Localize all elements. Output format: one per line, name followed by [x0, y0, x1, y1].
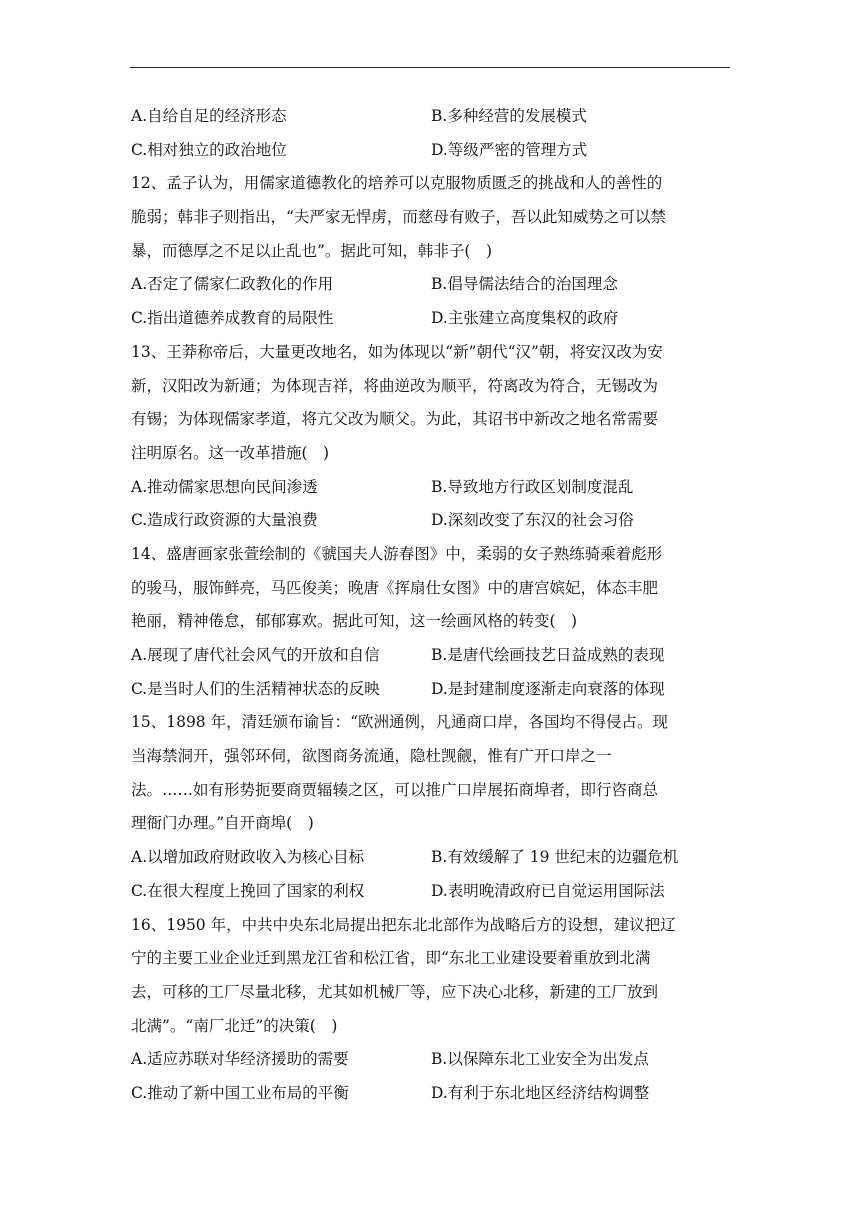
option-b: B.倡导儒法结合的治国理念 [431, 275, 618, 294]
question-stem-line: 15、1898 年，清廷颁布谕旨：“欧洲通例，凡通商口岸，各国均不得侵占。现 [131, 713, 669, 732]
option-row [131, 100, 731, 134]
option-c: C.在很大程度上挽回了国家的利权 [131, 881, 365, 900]
option-d: D.主张建立高度集权的政府 [431, 309, 619, 328]
question-stem-line: 有锡；为体现儒家孝道，将亢父改为顺父。为此，其诏书中新改之地名常需要 [131, 410, 659, 429]
option-row [131, 639, 731, 673]
option-row [131, 134, 731, 168]
option-row [131, 504, 731, 538]
question-stem-line: 暴，而德厚之不足以止乱也”。据此可知，韩非子( ) [131, 241, 493, 260]
option-row [131, 1043, 731, 1077]
option-b: B.是唐代绘画技艺日益成熟的表现 [431, 646, 665, 664]
question-stem-line: 的骏马，服饰鲜亮，马匹俊美；晚唐《挥扇仕女图》中的唐宫嫔妃，体态丰肥 [131, 578, 659, 597]
question-15 [131, 706, 731, 908]
question-11-options [131, 100, 731, 167]
question-stem-line: 13、王莽称帝后，大量更改地名，如为体现以“新”朝代“汉”朝，将安汉改为安 [131, 342, 663, 361]
question-stem-line: 宁的主要工业企业迁到黑龙江省和松江省，即“东北工业建设要着重放到北满 [131, 949, 651, 968]
question-stem-line: 新，汉阳改为新通；为体现吉祥，将曲逆改为顺平，符离改为符合，无锡改为 [131, 376, 659, 395]
option-row [131, 875, 731, 909]
option-b: B.导致地方行政区划制度混乱 [431, 477, 634, 496]
question-13 [131, 336, 731, 538]
question-stem-line: 理衙门办理。”自开商埠( ) [131, 814, 314, 833]
question-stem-line: 北满”。“南厂北迁”的决策( ) [131, 1016, 338, 1035]
option-d: D.表明晚清政府已自觉运用国际法 [431, 881, 665, 900]
option-a: A.自给自足的经济形态 [131, 107, 287, 125]
question-stem-line: 12、孟子认为，用儒家道德教化的培养可以克服物质匮乏的挑战和人的善性的 [131, 174, 663, 193]
option-row [131, 302, 731, 336]
option-c: C.推动了新中国工业布局的平衡 [131, 1083, 349, 1102]
option-a: A.适应苏联对华经济援助的需要 [131, 1050, 349, 1069]
question-stem-line: 16、1950 年，中共中央东北局提出把东北北部作为战略后方的设想，建议把辽 [131, 915, 676, 934]
option-a: A.以增加政府财政收入为核心目标 [131, 848, 365, 867]
question-stem-line: 去，可移的工厂尽量北移，尤其如机械厂等，应下决心北移，新建的工厂放到 [131, 982, 659, 1001]
option-c: C.相对独立的政治地位 [131, 140, 287, 159]
question-12 [131, 167, 731, 335]
question-stem-line: 注明原名。这一改革措施( ) [131, 443, 330, 462]
option-row [131, 1077, 731, 1111]
question-stem-line: 艳丽，精神倦怠，郁郁寡欢。据此可知，这一绘画风格的转变( ) [131, 612, 578, 631]
option-a: A.否定了儒家仁政教化的作用 [131, 275, 334, 294]
question-14 [131, 538, 731, 706]
exam-content [131, 100, 731, 1111]
option-row [131, 268, 731, 302]
option-d: D.是封建制度逐渐走向衰落的体现 [431, 679, 665, 698]
option-a: A.展现了唐代社会风气的开放和自信 [131, 646, 380, 664]
option-d: D.等级严密的管理方式 [431, 140, 588, 159]
option-d: D.有利于东北地区经济结构调整 [431, 1083, 650, 1102]
question-16 [131, 909, 731, 1111]
question-stem-line: 14、盛唐画家张萱绘制的《虢国夫人游春图》中，柔弱的女子熟练骑乘着彪形 [131, 544, 663, 563]
option-c: C.指出道德养成教育的局限性 [131, 309, 334, 328]
question-stem-line: 脆弱；韩非子则指出，“夫严家无悍虏，而慈母有败子，吾以此知威势之可以禁 [131, 208, 666, 227]
option-a: A.推动儒家思想向民间渗透 [131, 477, 318, 496]
question-stem-line: 当海禁洞开，强邻环伺，欲图商务流通，隐杜觊觎，惟有广开口岸之一 [131, 747, 612, 766]
option-b: B.多种经营的发展模式 [431, 107, 587, 125]
option-d: D.深刻改变了东汉的社会习俗 [431, 511, 634, 530]
option-c: C.是当时人们的生活精神状态的反映 [131, 679, 380, 698]
option-row [131, 673, 731, 707]
option-c: C.造成行政资源的大量浪费 [131, 511, 318, 530]
option-row [131, 471, 731, 505]
header-rule [130, 67, 730, 68]
option-row [131, 841, 731, 875]
option-b: B.以保障东北工业安全为出发点 [431, 1050, 649, 1069]
option-b: B.有效缓解了 19 世纪末的边疆危机 [431, 848, 679, 867]
question-stem-line: 法。……如有形势扼要商贾辐辏之区，可以推广口岸展拓商埠者，即行咨商总 [131, 780, 659, 799]
